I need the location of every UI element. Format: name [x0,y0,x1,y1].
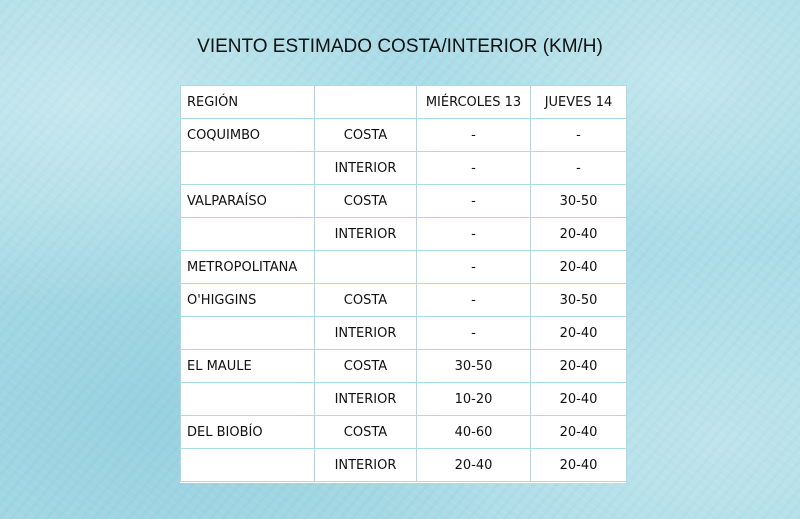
wednesday-cell: - [417,284,531,317]
wednesday-cell: 30-50 [417,350,531,383]
zone-cell: INTERIOR [315,383,417,416]
table-row [181,449,627,482]
header-wednesday: MIÉRCOLES 13 [417,86,531,119]
region-cell: COQUIMBO [181,119,315,152]
thursday-cell: 20-40 [531,218,627,251]
wednesday-cell: - [417,251,531,284]
thursday-cell: 30-50 [531,284,627,317]
table-row [181,284,627,317]
zone-cell [315,251,417,284]
zone-cell: INTERIOR [315,317,417,350]
wind-table-container [180,85,626,483]
thursday-cell: 20-40 [531,449,627,482]
header-zone [315,86,417,119]
wednesday-cell: 10-20 [417,383,531,416]
wednesday-cell: - [417,218,531,251]
table-row [181,317,627,350]
table-row [181,218,627,251]
table-row [181,152,627,185]
zone-cell: INTERIOR [315,218,417,251]
wednesday-cell: - [417,317,531,350]
region-cell [181,449,315,482]
page-title: VIENTO ESTIMADO COSTA/INTERIOR (KM/H) [197,36,603,57]
thursday-cell: 20-40 [531,251,627,284]
header-region: REGIÓN [181,86,315,119]
header-thursday: JUEVES 14 [531,86,627,119]
zone-cell: COSTA [315,185,417,218]
table-row [181,383,627,416]
zone-cell: COSTA [315,350,417,383]
thursday-cell: - [531,119,627,152]
region-cell [181,152,315,185]
table-row [181,350,627,383]
table-header-row [181,86,627,119]
region-cell [181,383,315,416]
wednesday-cell: 40-60 [417,416,531,449]
wednesday-cell: - [417,152,531,185]
region-cell: VALPARAÍSO [181,185,315,218]
thursday-cell: - [531,152,627,185]
region-cell: METROPOLITANA [181,251,315,284]
wind-table [180,85,627,482]
region-cell: DEL BIOBÍO [181,416,315,449]
table-row [181,416,627,449]
zone-cell: COSTA [315,284,417,317]
wednesday-cell: - [417,119,531,152]
region-cell: O'HIGGINS [181,284,315,317]
wednesday-cell: 20-40 [417,449,531,482]
table-row [181,185,627,218]
zone-cell: INTERIOR [315,152,417,185]
zone-cell: COSTA [315,416,417,449]
table-row [181,119,627,152]
thursday-cell: 20-40 [531,383,627,416]
table-row [181,251,627,284]
zone-cell: COSTA [315,119,417,152]
thursday-cell: 20-40 [531,317,627,350]
thursday-cell: 20-40 [531,350,627,383]
thursday-cell: 20-40 [531,416,627,449]
region-cell: EL MAULE [181,350,315,383]
thursday-cell: 30-50 [531,185,627,218]
zone-cell: INTERIOR [315,449,417,482]
wednesday-cell: - [417,185,531,218]
region-cell [181,317,315,350]
region-cell [181,218,315,251]
